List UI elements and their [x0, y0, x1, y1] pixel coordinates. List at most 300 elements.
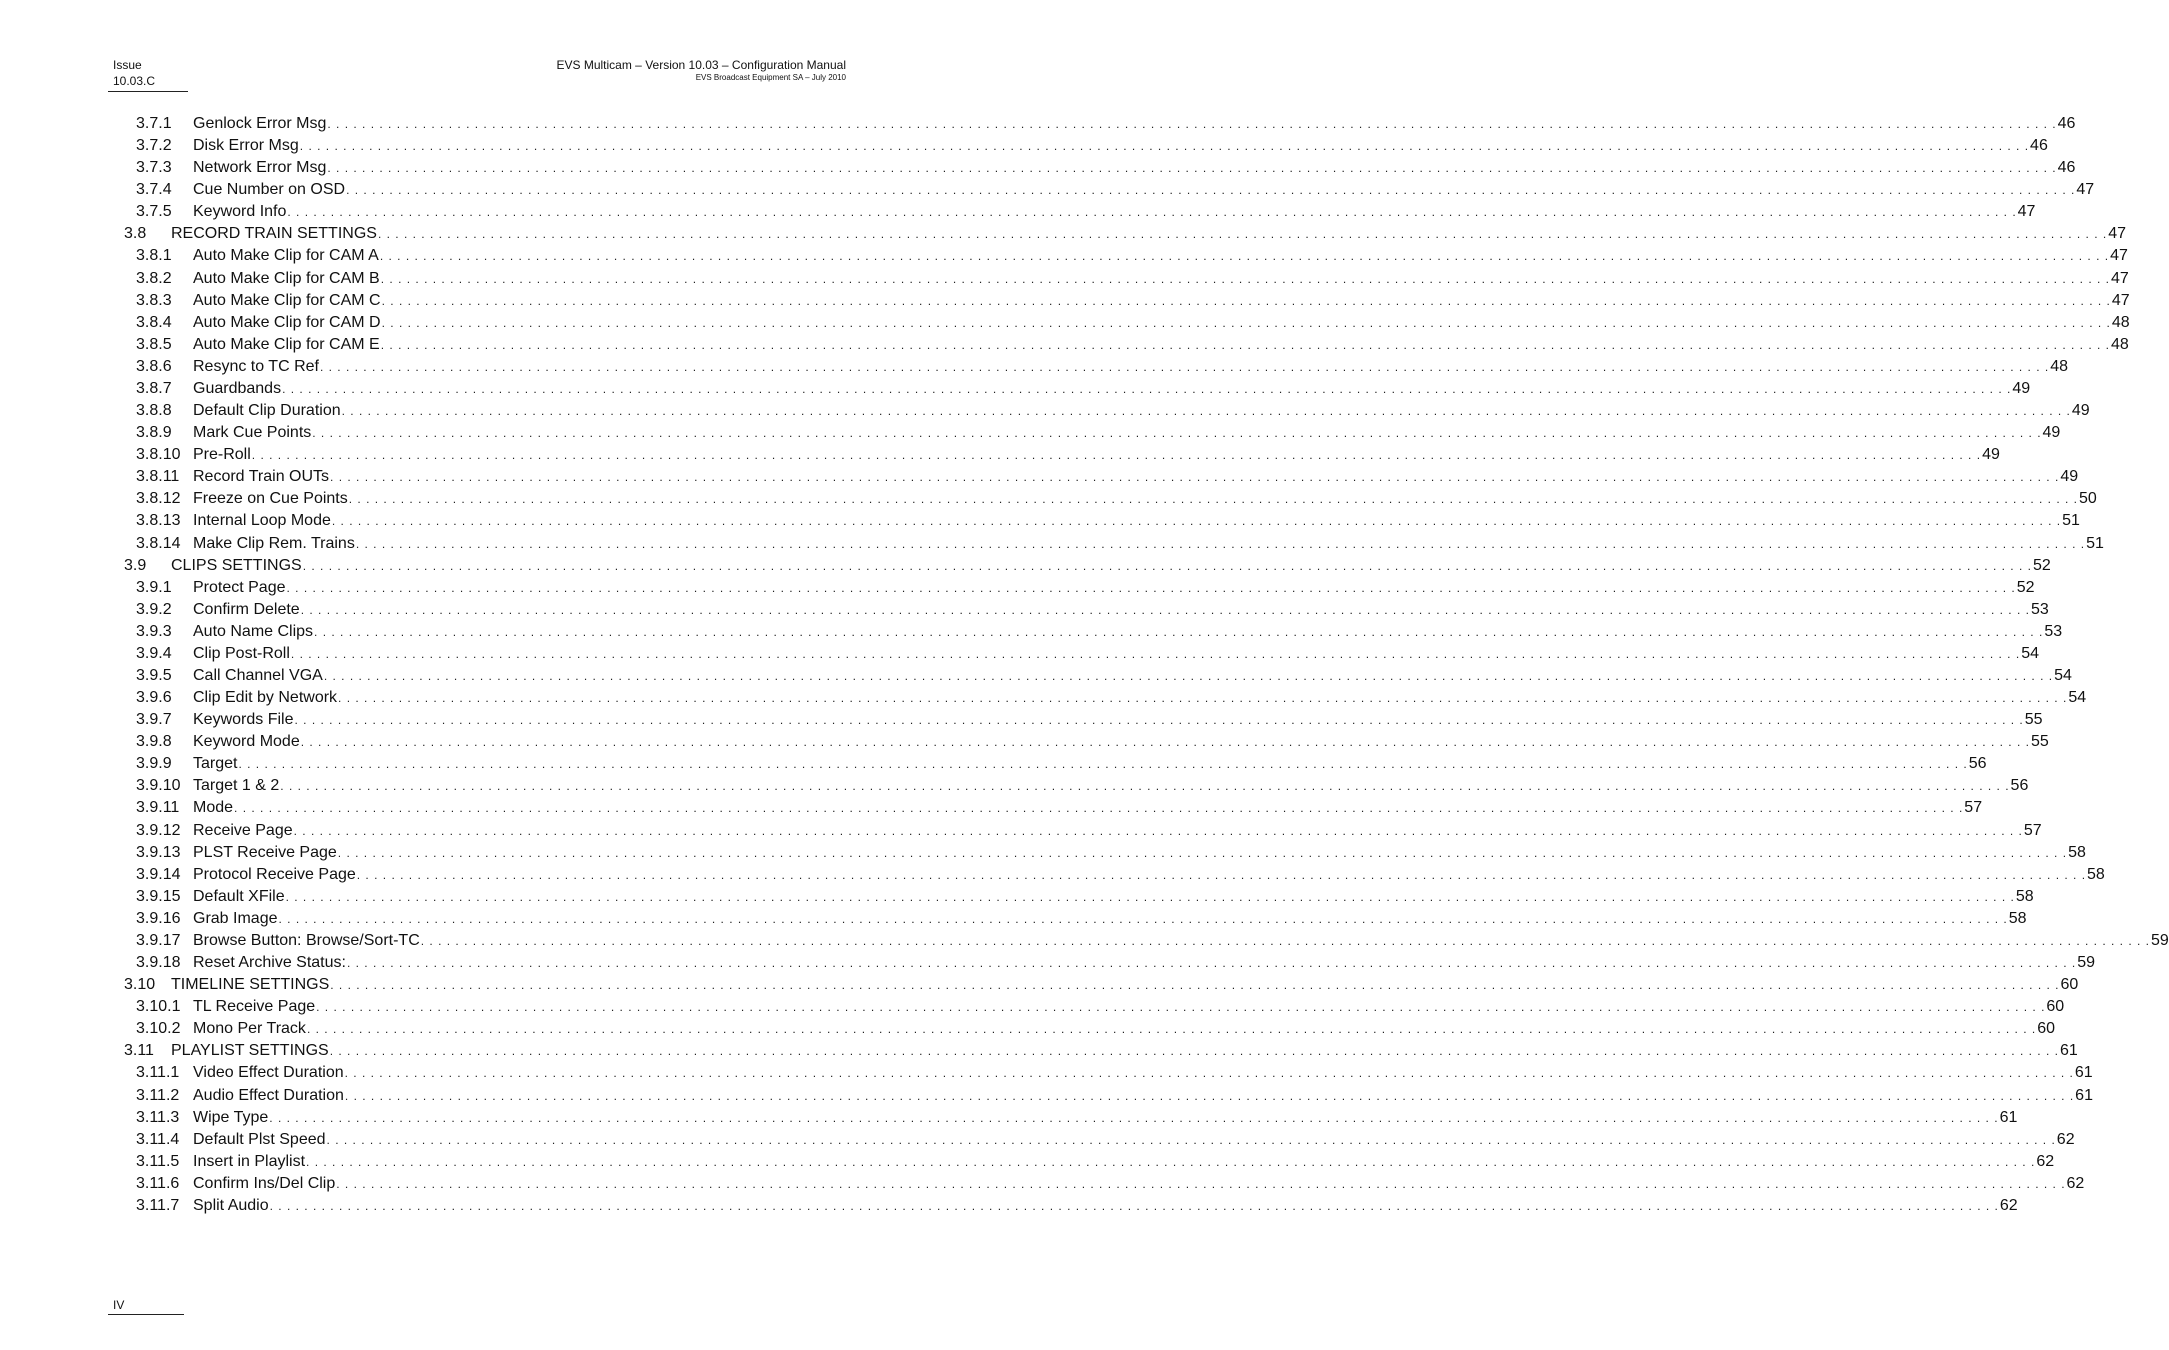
toc-entry[interactable] [0, 1107, 2018, 1129]
toc-number: 3.8.1 [136, 247, 172, 265]
dot-leader: . . . . . . . . . . . . . . . . . . . . . . . . . . . . . . . . . . . . . . . . . . . . . . . . . . . . . . . . . . . . . . . . . . . . . . . . . . . . . . . . . . . . . . . . . . . . . . . . . . . . . . . . . . . . . . . . . . . . . . . . . . . . . . . . . . . . . . . . . . . . . . . . . . . . . . . . . . . . . . . . . . . . . . . . . . . . . . . . . . . . . . . . . . . . . . . . . . . . . . . . [344, 1088, 2075, 1103]
toc-entry[interactable] [0, 466, 2079, 488]
toc-entry[interactable] [0, 797, 1983, 819]
toc-entry[interactable] [0, 1151, 2055, 1173]
toc-page: 58 [2068, 843, 2086, 861]
toc-title: Target 1 & 2 [193, 777, 280, 795]
toc-entry[interactable] [0, 908, 2027, 930]
toc-entry[interactable] [0, 1018, 2055, 1040]
dot-leader: . . . . . . . . . . . . . . . . . . . . . . . . . . . . . . . . . . . . . . . . . . . . . . . . . . . . . . . . . . . . . . . . . . . . . . . . . . . . . . . . . . . . . . . . . . . . . . . . . . . . . . . . . . . . . . . . . . . . . . . . . . . . . . . . . . . . . . . . . . . . . . . . . . . . . . . . . . . . . . . . . . . . . . . . . . . . . . . . . . . . . . . . . . . . . . . . . . . . . . . . [344, 1066, 2074, 1081]
toc-page: 58 [2008, 909, 2027, 927]
toc-line [193, 577, 2035, 599]
toc-entry[interactable] [0, 157, 2076, 179]
toc-title: Record Train OUTs [193, 468, 330, 486]
toc-title: Default Plst Speed [193, 1130, 326, 1148]
toc-section[interactable] [0, 555, 2051, 577]
toc-page: 47 [2017, 203, 2036, 221]
toc-line [193, 621, 2063, 643]
toc-number: 3.7.4 [136, 181, 172, 199]
toc-line [193, 135, 2048, 157]
toc-line [193, 113, 2076, 135]
toc-section[interactable] [0, 223, 2127, 245]
toc-entry[interactable] [0, 113, 2076, 135]
toc-title: Mark Cue Points [193, 424, 312, 442]
toc-entry[interactable] [0, 709, 2043, 731]
toc-number: 3.9.8 [136, 733, 172, 751]
dot-leader: . . . . . . . . . . . . . . . . . . . . . . . . . . . . . . . . . . . . . . . . . . . . . . . . . . . . . . . . . . . . . . . . . . . . . . . . . . . . . . . . . . . . . . . . . . . . . . . . . . . . . . . . . . . . . . . . . . . . . . . . . . . . . . . . . . . . . . . . . . . . . . . . . . . . . . . . . . . . . . . . . . . . . . . . . . . . . . . . . . . . . . . . . . . . . . . . . . . . . . . . [238, 757, 1968, 772]
toc-line [193, 245, 2128, 267]
toc-number: 3.11.4 [136, 1130, 180, 1148]
toc-title: Network Error Msg [193, 159, 327, 177]
toc-page: 49 [2060, 468, 2079, 486]
toc-title: Video Effect Duration [193, 1064, 344, 1082]
toc-entry[interactable] [0, 775, 2029, 797]
toc-title: Target [193, 755, 238, 773]
toc-entry[interactable] [0, 1195, 2018, 1217]
toc-title: Disk Error Msg [193, 137, 299, 155]
toc-number: 3.11.3 [136, 1108, 180, 1126]
toc-entry[interactable] [0, 422, 2061, 444]
toc-line [193, 290, 2130, 312]
toc-title: Receive Page [193, 821, 293, 839]
toc-title: Protect Page [193, 578, 286, 596]
dot-leader: . . . . . . . . . . . . . . . . . . . . . . . . . . . . . . . . . . . . . . . . . . . . . . . . . . . . . . . . . . . . . . . . . . . . . . . . . . . . . . . . . . . . . . . . . . . . . . . . . . . . . . . . . . . . . . . . . . . . . . . . . . . . . . . . . . . . . . . . . . . . . . . . . . . . . . . . . . . . . . . . . . . . . . . . . . . . . . . . . . . . . . . . . . . . . . . . . . . . . . . . [331, 514, 2062, 529]
toc-page: 47 [2108, 225, 2127, 243]
toc-entry[interactable] [0, 510, 2080, 532]
dot-leader: . . . . . . . . . . . . . . . . . . . . . . . . . . . . . . . . . . . . . . . . . . . . . . . . . . . . . . . . . . . . . . . . . . . . . . . . . . . . . . . . . . . . . . . . . . . . . . . . . . . . . . . . . . . . . . . . . . . . . . . . . . . . . . . . . . . . . . . . . . . . . . . . . . . . . . . . . . . . . . . . . . . . . . . . . . . . . . . . . . . . . . . . . . . . . . . . . . . . . . . . [330, 978, 2060, 993]
toc-number: 3.9.13 [136, 843, 181, 861]
toc-number: 3.9.17 [136, 931, 181, 949]
toc-entry[interactable] [0, 687, 2087, 709]
toc-number: 3.8.2 [136, 269, 172, 287]
toc-line [193, 1018, 2055, 1040]
toc-line [193, 930, 2169, 952]
toc-title: Keyword Mode [193, 733, 300, 751]
issue-label: Issue [113, 58, 142, 72]
toc-title: Mode [193, 799, 234, 817]
toc-entry[interactable] [0, 135, 2048, 157]
toc-line [193, 488, 2097, 510]
toc-title: Internal Loop Mode [193, 512, 331, 530]
dot-leader: . . . . . . . . . . . . . . . . . . . . . . . . . . . . . . . . . . . . . . . . . . . . . . . . . . . . . . . . . . . . . . . . . . . . . . . . . . . . . . . . . . . . . . . . . . . . . . . . . . . . . . . . . . . . . . . . . . . . . . . . . . . . . . . . . . . . . . . . . . . . . . . . . . . . . . . . . . . . . . . . . . . . . . . . . . . . . . . . . . . . . . . . . . . . . . . . . . . . . . . . [290, 646, 2021, 661]
toc-line [193, 643, 2039, 665]
dot-leader: . . . . . . . . . . . . . . . . . . . . . . . . . . . . . . . . . . . . . . . . . . . . . . . . . . . . . . . . . . . . . . . . . . . . . . . . . . . . . . . . . . . . . . . . . . . . . . . . . . . . . . . . . . . . . . . . . . . . . . . . . . . . . . . . . . . . . . . . . . . . . . . . . . . . . . . . . . . . . . . . . . . . . . . . . . . . . . . . . . . . . . . . . . . . . . . . . . . . . . . . [269, 1110, 1999, 1125]
toc-title: Clip Edit by Network [193, 689, 338, 707]
toc-page: 48 [2111, 335, 2129, 353]
dot-leader: . . . . . . . . . . . . . . . . . . . . . . . . . . . . . . . . . . . . . . . . . . . . . . . . . . . . . . . . . . . . . . . . . . . . . . . . . . . . . . . . . . . . . . . . . . . . . . . . . . . . . . . . . . . . . . . . . . . . . . . . . . . . . . . . . . . . . . . . . . . . . . . . . . . . . . . . . . . . . . . . . . . . . . . . . . . . . . . . . . . . . . . . . . . . . . . . . . . . . . . . [338, 691, 2068, 706]
dot-leader: . . . . . . . . . . . . . . . . . . . . . . . . . . . . . . . . . . . . . . . . . . . . . . . . . . . . . . . . . . . . . . . . . . . . . . . . . . . . . . . . . . . . . . . . . . . . . . . . . . . . . . . . . . . . . . . . . . . . . . . . . . . . . . . . . . . . . . . . . . . . . . . . . . . . . . . . . . . . . . . . . . . . . . . . . . . . . . . . . . . . . . . . . . . . . . . . . . . . . . . . [379, 249, 2110, 264]
toc-line [171, 974, 2079, 996]
toc-number: 3.9.6 [136, 689, 172, 707]
toc-line [193, 378, 2031, 400]
toc-entry[interactable] [0, 245, 2128, 267]
toc-page: 54 [2068, 689, 2087, 707]
dot-leader: . . . . . . . . . . . . . . . . . . . . . . . . . . . . . . . . . . . . . . . . . . . . . . . . . . . . . . . . . . . . . . . . . . . . . . . . . . . . . . . . . . . . . . . . . . . . . . . . . . . . . . . . . . . . . . . . . . . . . . . . . . . . . . . . . . . . . . . . . . . . . . . . . . . . . . . . . . . . . . . . . . . . . . . . . . . . . . . . . . . . . . . . . . . . . . . . . . . . . . . . [286, 580, 2016, 595]
toc-page: 49 [2042, 424, 2061, 442]
toc-number: 3.11 [124, 1042, 154, 1060]
dot-leader: . . . . . . . . . . . . . . . . . . . . . . . . . . . . . . . . . . . . . . . . . . . . . . . . . . . . . . . . . . . . . . . . . . . . . . . . . . . . . . . . . . . . . . . . . . . . . . . . . . . . . . . . . . . . . . . . . . . . . . . . . . . . . . . . . . . . . . . . . . . . . . . . . . . . . . . . . . . . . . . . . . . . . . . . . . . . . . . . . . . . . . . . . . . . . . . . . . . . . . . . [380, 271, 2110, 286]
toc-number: 3.8 [124, 225, 147, 243]
toc-title: CLIPS SETTINGS [171, 556, 302, 574]
toc-number: 3.9.9 [136, 755, 172, 773]
toc-title: RECORD TRAIN SETTINGS [171, 225, 377, 243]
dot-leader: . . . . . . . . . . . . . . . . . . . . . . . . . . . . . . . . . . . . . . . . . . . . . . . . . . . . . . . . . . . . . . . . . . . . . . . . . . . . . . . . . . . . . . . . . . . . . . . . . . . . . . . . . . . . . . . . . . . . . . . . . . . . . . . . . . . . . . . . . . . . . . . . . . . . . . . . . . . . . . . . . . . . . . . . . . . . . . . . . . . . . . . . . . . . . . . . . . . . . . . . [341, 404, 2071, 419]
toc-number: 3.8.4 [136, 313, 172, 331]
toc-number: 3.8.10 [136, 446, 181, 464]
toc-number: 3.9 [124, 556, 147, 574]
dot-leader: . . . . . . . . . . . . . . . . . . . . . . . . . . . . . . . . . . . . . . . . . . . . . . . . . . . . . . . . . . . . . . . . . . . . . . . . . . . . . . . . . . . . . . . . . . . . . . . . . . . . . . . . . . . . . . . . . . . . . . . . . . . . . . . . . . . . . . . . . . . . . . . . . . . . . . . . . . . . . . . . . . . . . . . . . . . . . . . . . . . . . . . . . . . . . . . . . . . . . . . . [234, 801, 1964, 816]
toc-line [193, 444, 2000, 466]
dot-leader: . . . . . . . . . . . . . . . . . . . . . . . . . . . . . . . . . . . . . . . . . . . . . . . . . . . . . . . . . . . . . . . . . . . . . . . . . . . . . . . . . . . . . . . . . . . . . . . . . . . . . . . . . . . . . . . . . . . . . . . . . . . . . . . . . . . . . . . . . . . . . . . . . . . . . . . . . . . . . . . . . . . . . . . . . . . . . . . . . . . . . . . . . . . . . . . . . . . . . . . . [355, 536, 2086, 551]
toc-page: 57 [1964, 799, 1983, 817]
toc-entry[interactable] [0, 400, 2090, 422]
toc-entry[interactable] [0, 599, 2049, 621]
toc-number: 3.8.6 [136, 357, 172, 375]
toc-title: Genlock Error Msg [193, 115, 327, 132]
toc-title: Grab Image [193, 909, 278, 927]
toc-page: 48 [2111, 313, 2130, 331]
toc-entry[interactable] [0, 378, 2031, 400]
toc-page: 49 [2012, 379, 2031, 397]
toc-entry[interactable] [0, 312, 2130, 334]
toc-line [193, 466, 2079, 488]
header-divider [108, 91, 188, 92]
doc-subtitle: EVS Broadcast Equipment SA – July 2010 [695, 73, 846, 82]
toc-entry[interactable] [0, 886, 2034, 908]
toc-page: 58 [2015, 887, 2034, 905]
toc-number: 3.9.4 [136, 644, 172, 662]
toc-title: Make Clip Rem. Trains [193, 534, 355, 552]
dot-leader: . . . . . . . . . . . . . . . . . . . . . . . . . . . . . . . . . . . . . . . . . . . . . . . . . . . . . . . . . . . . . . . . . . . . . . . . . . . . . . . . . . . . . . . . . . . . . . . . . . . . . . . . . . . . . . . . . . . . . . . . . . . . . . . . . . . . . . . . . . . . . . . . . . . . . . . . . . . . . . . . . . . . . . . . . . . . . . . . . . . . . . . . . . . . . . . . . . . . . . . . [251, 448, 1982, 463]
toc-line [193, 422, 2061, 444]
toc-page: 60 [2046, 998, 2065, 1016]
toc-line [193, 510, 2080, 532]
toc-page: 52 [2032, 556, 2051, 574]
toc-number: 3.9.1 [136, 578, 172, 596]
toc-page: 62 [1999, 1196, 2018, 1214]
dot-leader: . . . . . . . . . . . . . . . . . . . . . . . . . . . . . . . . . . . . . . . . . . . . . . . . . . . . . . . . . . . . . . . . . . . . . . . . . . . . . . . . . . . . . . . . . . . . . . . . . . . . . . . . . . . . . . . . . . . . . . . . . . . . . . . . . . . . . . . . . . . . . . . . . . . . . . . . . . . . . . . . . . . . . . . . . . . . . . . . . . . . . . . . . . . . . . . . . . . . . . . . [300, 735, 2030, 750]
toc-title: Resync to TC Ref [193, 357, 319, 375]
toc-entry[interactable] [0, 356, 2069, 378]
toc-title: Mono Per Track [193, 1020, 306, 1038]
toc-number: 3.10.2 [136, 1020, 181, 1038]
dot-leader: . . . . . . . . . . . . . . . . . . . . . . . . . . . . . . . . . . . . . . . . . . . . . . . . . . . . . . . . . . . . . . . . . . . . . . . . . . . . . . . . . . . . . . . . . . . . . . . . . . . . . . . . . . . . . . . . . . . . . . . . . . . . . . . . . . . . . . . . . . . . . . . . . . . . . . . . . . . . . . . . . . . . . . . . . . . . . . . . . . . . . . . . . . . . . . . . . . . . . . . . [316, 1000, 2046, 1015]
toc-entry[interactable] [0, 930, 2169, 952]
toc-page: 49 [1982, 446, 2000, 464]
toc-line [193, 864, 2105, 886]
dot-leader: . . . . . . . . . . . . . . . . . . . . . . . . . . . . . . . . . . . . . . . . . . . . . . . . . . . . . . . . . . . . . . . . . . . . . . . . . . . . . . . . . . . . . . . . . . . . . . . . . . . . . . . . . . . . . . . . . . . . . . . . . . . . . . . . . . . . . . . . . . . . . . . . . . . . . . . . . . . . . . . . . . . . . . . . . . . . . . . . . . . . . . . . . . . . . . . . . . . . . . . . [306, 1022, 2037, 1037]
toc-page: 59 [2077, 954, 2096, 972]
toc-number: 3.9.10 [136, 777, 181, 795]
toc-entry[interactable] [0, 643, 2039, 665]
dot-leader: . . . . . . . . . . . . . . . . . . . . . . . . . . . . . . . . . . . . . . . . . . . . . . . . . . . . . . . . . . . . . . . . . . . . . . . . . . . . . . . . . . . . . . . . . . . . . . . . . . . . . . . . . . . . . . . . . . . . . . . . . . . . . . . . . . . . . . . . . . . . . . . . . . . . . . . . . . . . . . . . . . . . . . . . . . . . . . . . . . . . . . . . . . . . . . . . . . . . . . . . [337, 845, 2068, 860]
dot-leader: . . . . . . . . . . . . . . . . . . . . . . . . . . . . . . . . . . . . . . . . . . . . . . . . . . . . . . . . . . . . . . . . . . . . . . . . . . . . . . . . . . . . . . . . . . . . . . . . . . . . . . . . . . . . . . . . . . . . . . . . . . . . . . . . . . . . . . . . . . . . . . . . . . . . . . . . . . . . . . . . . . . . . . . . . . . . . . . . . . . . . . . . . . . . . . . . . . . . . . . . [377, 227, 2108, 242]
toc-number: 3.7.3 [136, 159, 172, 177]
toc-line [171, 223, 2127, 245]
dot-leader: . . . . . . . . . . . . . . . . . . . . . . . . . . . . . . . . . . . . . . . . . . . . . . . . . . . . . . . . . . . . . . . . . . . . . . . . . . . . . . . . . . . . . . . . . . . . . . . . . . . . . . . . . . . . . . . . . . . . . . . . . . . . . . . . . . . . . . . . . . . . . . . . . . . . . . . . . . . . . . . . . . . . . . . . . . . . . . . . . . . . . . . . . . . . . . . . . . . . . . . . [269, 1198, 1999, 1213]
toc-title: PLST Receive Page [193, 843, 337, 861]
page-number: IV [113, 1298, 125, 1312]
toc-page: 56 [2010, 777, 2029, 795]
toc-line [193, 599, 2049, 621]
dot-leader: . . . . . . . . . . . . . . . . . . . . . . . . . . . . . . . . . . . . . . . . . . . . . . . . . . . . . . . . . . . . . . . . . . . . . . . . . . . . . . . . . . . . . . . . . . . . . . . . . . . . . . . . . . . . . . . . . . . . . . . . . . . . . . . . . . . . . . . . . . . . . . . . . . . . . . . . . . . . . . . . . . . . . . . . . . . . . . . . . . . . . . . . . . . . . . . . . . . . . . . . [293, 823, 2023, 838]
dot-leader: . . . . . . . . . . . . . . . . . . . . . . . . . . . . . . . . . . . . . . . . . . . . . . . . . . . . . . . . . . . . . . . . . . . . . . . . . . . . . . . . . . . . . . . . . . . . . . . . . . . . . . . . . . . . . . . . . . . . . . . . . . . . . . . . . . . . . . . . . . . . . . . . . . . . . . . . . . . . . . . . . . . . . . . . . . . . . . . . . . . . . . . . . . . . . . . . . . . . . . . . [287, 205, 2017, 220]
dot-leader: . . . . . . . . . . . . . . . . . . . . . . . . . . . . . . . . . . . . . . . . . . . . . . . . . . . . . . . . . . . . . . . . . . . . . . . . . . . . . . . . . . . . . . . . . . . . . . . . . . . . . . . . . . . . . . . . . . . . . . . . . . . . . . . . . . . . . . . . . . . . . . . . . . . . . . . . . . . . . . . . . . . . . . . . . . . . . . . . . . . . . . . . . . . . . . . . . . . . . . . . [346, 956, 2077, 971]
toc-page: 61 [2059, 1042, 2078, 1060]
toc-entry[interactable] [0, 268, 2129, 290]
toc-line [193, 687, 2087, 709]
toc-line [171, 555, 2051, 577]
toc-line [193, 842, 2086, 864]
toc-title: Call Channel VGA [193, 667, 323, 684]
toc-page: 62 [2056, 1130, 2075, 1148]
toc-page: 60 [2060, 976, 2079, 994]
toc-title: Confirm Ins/Del Clip [193, 1174, 336, 1192]
toc-title: TIMELINE SETTINGS [171, 976, 330, 994]
toc-number: 3.9.15 [136, 887, 181, 905]
footer [113, 1297, 124, 1313]
dot-leader: . . . . . . . . . . . . . . . . . . . . . . . . . . . . . . . . . . . . . . . . . . . . . . . . . . . . . . . . . . . . . . . . . . . . . . . . . . . . . . . . . . . . . . . . . . . . . . . . . . . . . . . . . . . . . . . . . . . . . . . . . . . . . . . . . . . . . . . . . . . . . . . . . . . . . . . . . . . . . . . . . . . . . . . . . . . . . . . . . . . . . . . . . . . . . . . . . . . . . . . . [312, 426, 2042, 441]
dot-leader: . . . . . . . . . . . . . . . . . . . . . . . . . . . . . . . . . . . . . . . . . . . . . . . . . . . . . . . . . . . . . . . . . . . . . . . . . . . . . . . . . . . . . . . . . . . . . . . . . . . . . . . . . . . . . . . . . . . . . . . . . . . . . . . . . . . . . . . . . . . . . . . . . . . . . . . . . . . . . . . . . . . . . . . . . . . . . . . . . . . . . . . . . . . . . . . . . . . . . . . . [285, 889, 2015, 904]
toc-entry[interactable] [0, 996, 2065, 1018]
toc-title: Wipe Type [193, 1108, 269, 1126]
toc-line [193, 312, 2130, 334]
dot-leader: . . . . . . . . . . . . . . . . . . . . . . . . . . . . . . . . . . . . . . . . . . . . . . . . . . . . . . . . . . . . . . . . . . . . . . . . . . . . . . . . . . . . . . . . . . . . . . . . . . . . . . . . . . . . . . . . . . . . . . . . . . . . . . . . . . . . . . . . . . . . . . . . . . . . . . . . . . . . . . . . . . . . . . . . . . . . . . . . . . . . . . . . . . . . . . . . . . . . . . . . [282, 381, 2012, 396]
toc-entry[interactable] [0, 842, 2086, 864]
dot-leader: . . . . . . . . . . . . . . . . . . . . . . . . . . . . . . . . . . . . . . . . . . . . . . . . . . . . . . . . . . . . . . . . . . . . . . . . . . . . . . . . . . . . . . . . . . . . . . . . . . . . . . . . . . . . . . . . . . . . . . . . . . . . . . . . . . . . . . . . . . . . . . . . . . . . . . . . . . . . . . . . . . . . . . . . . . . . . . . . . . . . . . . . . . . . . . . . . . . . . . . . [330, 470, 2060, 485]
toc-page: 62 [2036, 1152, 2055, 1170]
toc-entry[interactable] [0, 731, 2049, 753]
dot-leader: . . . . . . . . . . . . . . . . . . . . . . . . . . . . . . . . . . . . . . . . . . . . . . . . . . . . . . . . . . . . . . . . . . . . . . . . . . . . . . . . . . . . . . . . . . . . . . . . . . . . . . . . . . . . . . . . . . . . . . . . . . . . . . . . . . . . . . . . . . . . . . . . . . . . . . . . . . . . . . . . . . . . . . . . . . . . . . . . . . . . . . . . . . . . . . . . . . . . . . . . [302, 558, 2032, 573]
toc-number: 3.8.13 [136, 512, 181, 530]
toc-title: Freeze on Cue Points [193, 490, 348, 508]
toc-title: Browse Button: Browse/Sort-TC [193, 931, 420, 949]
toc-number: 3.7.1 [136, 115, 172, 132]
toc-page: 47 [2110, 247, 2128, 265]
toc-title: Auto Make Clip for CAM D [193, 313, 381, 331]
dot-leader: . . . . . . . . . . . . . . . . . . . . . . . . . . . . . . . . . . . . . . . . . . . . . . . . . . . . . . . . . . . . . . . . . . . . . . . . . . . . . . . . . . . . . . . . . . . . . . . . . . . . . . . . . . . . . . . . . . . . . . . . . . . . . . . . . . . . . . . . . . . . . . . . . . . . . . . . . . . . . . . . . . . . . . . . . . . . . . . . . . . . . . . . . . . . . . . . . . . . . . . . [327, 161, 2057, 176]
toc-title: Auto Make Clip for CAM C [193, 291, 381, 309]
toc-line [193, 356, 2069, 378]
dot-leader: . . . . . . . . . . . . . . . . . . . . . . . . . . . . . . . . . . . . . . . . . . . . . . . . . . . . . . . . . . . . . . . . . . . . . . . . . . . . . . . . . . . . . . . . . . . . . . . . . . . . . . . . . . . . . . . . . . . . . . . . . . . . . . . . . . . . . . . . . . . . . . . . . . . . . . . . . . . . . . . . . . . . . . . . . . . . . . . . . . . . . . . . . . . . . . . . . . . . . . . . [280, 779, 2010, 794]
toc-title: Auto Make Clip for CAM E [193, 335, 380, 353]
toc-number: 3.10.1 [136, 998, 181, 1016]
toc-line [193, 908, 2027, 930]
toc-number: 3.7.2 [136, 137, 172, 155]
toc-line [193, 533, 2104, 555]
toc-line [193, 1062, 2093, 1084]
doc-title: EVS Multicam – Version 10.03 – Configuration Manual [556, 58, 846, 72]
toc-number: 3.9.7 [136, 711, 172, 729]
toc-entry[interactable] [0, 952, 2096, 974]
dot-leader: . . . . . . . . . . . . . . . . . . . . . . . . . . . . . . . . . . . . . . . . . . . . . . . . . . . . . . . . . . . . . . . . . . . . . . . . . . . . . . . . . . . . . . . . . . . . . . . . . . . . . . . . . . . . . . . . . . . . . . . . . . . . . . . . . . . . . . . . . . . . . . . . . . . . . . . . . . . . . . . . . . . . . . . . . . . . . . . . . . . . . . . . . . . . . . . . . . . . . . . . [278, 911, 2008, 926]
toc-title: Default Clip Duration [193, 402, 341, 420]
toc-page: 58 [2087, 865, 2105, 883]
toc-page: 61 [2075, 1086, 2093, 1104]
toc-number: 3.9.16 [136, 909, 181, 927]
dot-leader: . . . . . . . . . . . . . . . . . . . . . . . . . . . . . . . . . . . . . . . . . . . . . . . . . . . . . . . . . . . . . . . . . . . . . . . . . . . . . . . . . . . . . . . . . . . . . . . . . . . . . . . . . . . . . . . . . . . . . . . . . . . . . . . . . . . . . . . . . . . . . . . . . . . . . . . . . . . . . . . . . . . . . . . . . . . . . . . . . . . . . . . . . . . . . . . . . . . . . . . . [323, 669, 2054, 683]
toc-entry[interactable] [0, 753, 1987, 775]
toc-section[interactable] [0, 974, 2079, 996]
toc-page: 52 [2016, 578, 2035, 596]
toc-line [193, 1195, 2018, 1217]
toc-page: 55 [2024, 711, 2043, 729]
toc-title: Auto Make Clip for CAM A [193, 247, 379, 265]
toc-number: 3.11.7 [136, 1196, 180, 1214]
toc-number: 3.8.5 [136, 335, 172, 353]
toc-page: 47 [2111, 291, 2130, 309]
toc-page: 54 [2021, 644, 2039, 662]
toc-page: 60 [2037, 1020, 2055, 1038]
dot-leader: . . . . . . . . . . . . . . . . . . . . . . . . . . . . . . . . . . . . . . . . . . . . . . . . . . . . . . . . . . . . . . . . . . . . . . . . . . . . . . . . . . . . . . . . . . . . . . . . . . . . . . . . . . . . . . . . . . . . . . . . . . . . . . . . . . . . . . . . . . . . . . . . . . . . . . . . . . . . . . . . . . . . . . . . . . . . . . . . . . . . . . . . . . . . . . . . . . . . . . . . [381, 293, 2111, 308]
dot-leader: . . . . . . . . . . . . . . . . . . . . . . . . . . . . . . . . . . . . . . . . . . . . . . . . . . . . . . . . . . . . . . . . . . . . . . . . . . . . . . . . . . . . . . . . . . . . . . . . . . . . . . . . . . . . . . . . . . . . . . . . . . . . . . . . . . . . . . . . . . . . . . . . . . . . . . . . . . . . . . . . . . . . . . . . . . . . . . . . . . . . . . . . . . . . . . . . . . . . . . . . [381, 315, 2111, 330]
toc-entry[interactable] [0, 1129, 2075, 1151]
toc-entry[interactable] [0, 577, 2035, 599]
issue-number: 10.03.C [113, 74, 156, 88]
toc-line [193, 1085, 2093, 1107]
toc-page: 46 [2030, 137, 2048, 155]
toc-line [193, 709, 2043, 731]
toc-title: Keyword Info [193, 203, 287, 221]
toc-entry[interactable] [0, 1062, 2093, 1084]
toc-line [193, 996, 2065, 1018]
toc-number: 3.11.5 [136, 1152, 180, 1170]
toc-number: 3.9.3 [136, 622, 172, 640]
toc-line [193, 731, 2049, 753]
dot-leader: . . . . . . . . . . . . . . . . . . . . . . . . . . . . . . . . . . . . . . . . . . . . . . . . . . . . . . . . . . . . . . . . . . . . . . . . . . . . . . . . . . . . . . . . . . . . . . . . . . . . . . . . . . . . . . . . . . . . . . . . . . . . . . . . . . . . . . . . . . . . . . . . . . . . . . . . . . . . . . . . . . . . . . . . . . . . . . . . . . . . . . . . . . . . . . . . . . . . . . . . [294, 713, 2024, 728]
dot-leader: . . . . . . . . . . . . . . . . . . . . . . . . . . . . . . . . . . . . . . . . . . . . . . . . . . . . . . . . . . . . . . . . . . . . . . . . . . . . . . . . . . . . . . . . . . . . . . . . . . . . . . . . . . . . . . . . . . . . . . . . . . . . . . . . . . . . . . . . . . . . . . . . . . . . . . . . . . . . . . . . . . . . . . . . . . . . . . . . . . . . . . . . . . . . . . . . . . . . . . . . [329, 1044, 2059, 1059]
toc-line [193, 1173, 2085, 1195]
toc-line [193, 1129, 2075, 1151]
toc-line [193, 157, 2076, 179]
toc-number: 3.9.14 [136, 865, 181, 883]
toc-line [193, 753, 1987, 775]
toc-section[interactable] [0, 1040, 2078, 1062]
toc-line [193, 886, 2034, 908]
toc-line [171, 1040, 2078, 1062]
toc-entry[interactable] [0, 621, 2063, 643]
toc-page: 47 [2076, 181, 2095, 199]
toc-page: 62 [2066, 1174, 2085, 1192]
toc-page: 47 [2111, 269, 2129, 287]
toc-page: 57 [2023, 821, 2042, 839]
toc-title: PLAYLIST SETTINGS [171, 1042, 329, 1060]
toc-number: 3.8.3 [136, 291, 172, 309]
dot-leader: . . . . . . . . . . . . . . . . . . . . . . . . . . . . . . . . . . . . . . . . . . . . . . . . . . . . . . . . . . . . . . . . . . . . . . . . . . . . . . . . . . . . . . . . . . . . . . . . . . . . . . . . . . . . . . . . . . . . . . . . . . . . . . . . . . . . . . . . . . . . . . . . . . . . . . . . . . . . . . . . . . . . . . . . . . . . . . . . . . . . . . . . . . . . . . . . . . . . . . . . [299, 139, 2030, 154]
dot-leader: . . . . . . . . . . . . . . . . . . . . . . . . . . . . . . . . . . . . . . . . . . . . . . . . . . . . . . . . . . . . . . . . . . . . . . . . . . . . . . . . . . . . . . . . . . . . . . . . . . . . . . . . . . . . . . . . . . . . . . . . . . . . . . . . . . . . . . . . . . . . . . . . . . . . . . . . . . . . . . . . . . . . . . . . . . . . . . . . . . . . . . . . . . . . . . . . . . . . . . . . [420, 933, 2151, 948]
toc-entry[interactable] [0, 334, 2129, 356]
toc-entry[interactable] [0, 533, 2104, 555]
toc-title: Cue Number on OSD [193, 181, 346, 199]
toc-line [193, 1151, 2055, 1173]
toc-number: 3.9.18 [136, 954, 181, 972]
toc-page: 50 [2079, 490, 2097, 508]
toc-title: Pre-Roll [193, 446, 251, 464]
toc-number: 3.11.1 [136, 1064, 180, 1082]
header-issue [113, 57, 155, 89]
dot-leader: . . . . . . . . . . . . . . . . . . . . . . . . . . . . . . . . . . . . . . . . . . . . . . . . . . . . . . . . . . . . . . . . . . . . . . . . . . . . . . . . . . . . . . . . . . . . . . . . . . . . . . . . . . . . . . . . . . . . . . . . . . . . . . . . . . . . . . . . . . . . . . . . . . . . . . . . . . . . . . . . . . . . . . . . . . . . . . . . . . . . . . . . . . . . . . . . . . . . . . . . [306, 1154, 2036, 1169]
toc-number: 3.8.8 [136, 402, 172, 420]
toc-line [193, 334, 2129, 356]
toc-line [193, 775, 2029, 797]
toc-entry[interactable] [0, 444, 2000, 466]
toc-page: 49 [2071, 402, 2090, 420]
toc-line [193, 820, 2042, 842]
dot-leader: . . . . . . . . . . . . . . . . . . . . . . . . . . . . . . . . . . . . . . . . . . . . . . . . . . . . . . . . . . . . . . . . . . . . . . . . . . . . . . . . . . . . . . . . . . . . . . . . . . . . . . . . . . . . . . . . . . . . . . . . . . . . . . . . . . . . . . . . . . . . . . . . . . . . . . . . . . . . . . . . . . . . . . . . . . . . . . . . . . . . . . . . . . . . . . . . . . . . . . . . [326, 1132, 2056, 1147]
toc-page: 51 [2062, 512, 2080, 530]
toc-page: 51 [2086, 534, 2104, 552]
toc-number: 3.8.9 [136, 424, 172, 442]
footer-divider [108, 1314, 184, 1315]
dot-leader: . . . . . . . . . . . . . . . . . . . . . . . . . . . . . . . . . . . . . . . . . . . . . . . . . . . . . . . . . . . . . . . . . . . . . . . . . . . . . . . . . . . . . . . . . . . . . . . . . . . . . . . . . . . . . . . . . . . . . . . . . . . . . . . . . . . . . . . . . . . . . . . . . . . . . . . . . . . . . . . . . . . . . . . . . . . . . . . . . . . . . . . . . . . . . . . . . . . . . . . . [380, 337, 2110, 352]
toc-entry[interactable] [0, 864, 2105, 886]
toc-title: Confirm Delete [193, 600, 300, 618]
toc-entry[interactable] [0, 1173, 2085, 1195]
dot-leader: . . . . . . . . . . . . . . . . . . . . . . . . . . . . . . . . . . . . . . . . . . . . . . . . . . . . . . . . . . . . . . . . . . . . . . . . . . . . . . . . . . . . . . . . . . . . . . . . . . . . . . . . . . . . . . . . . . . . . . . . . . . . . . . . . . . . . . . . . . . . . . . . . . . . . . . . . . . . . . . . . . . . . . . . . . . . . . . . . . . . . . . . . . . . . . . . . . . . . . . . [300, 602, 2030, 617]
toc-number: 3.7.5 [136, 203, 172, 221]
toc-title: TL Receive Page [193, 998, 316, 1016]
dot-leader: . . . . . . . . . . . . . . . . . . . . . . . . . . . . . . . . . . . . . . . . . . . . . . . . . . . . . . . . . . . . . . . . . . . . . . . . . . . . . . . . . . . . . . . . . . . . . . . . . . . . . . . . . . . . . . . . . . . . . . . . . . . . . . . . . . . . . . . . . . . . . . . . . . . . . . . . . . . . . . . . . . . . . . . . . . . . . . . . . . . . . . . . . . . . . . . . . . . . . . . . [314, 624, 2044, 639]
toc-title: Reset Archive Status: [193, 954, 346, 972]
toc-number: 3.8.11 [136, 468, 180, 486]
toc-page: 53 [2030, 600, 2049, 618]
toc-entry[interactable] [0, 179, 2095, 201]
toc-line [193, 952, 2096, 974]
toc-entry[interactable] [0, 820, 2042, 842]
dot-leader: . . . . . . . . . . . . . . . . . . . . . . . . . . . . . . . . . . . . . . . . . . . . . . . . . . . . . . . . . . . . . . . . . . . . . . . . . . . . . . . . . . . . . . . . . . . . . . . . . . . . . . . . . . . . . . . . . . . . . . . . . . . . . . . . . . . . . . . . . . . . . . . . . . . . . . . . . . . . . . . . . . . . . . . . . . . . . . . . . . . . . . . . . . . . . . . . . . . . . . . . [346, 183, 2076, 198]
toc-number: 3.8.12 [136, 490, 181, 508]
toc-line [193, 268, 2129, 290]
toc-title: Protocol Receive Page [193, 865, 356, 883]
toc-number: 3.9.2 [136, 600, 172, 618]
toc-line [193, 665, 2072, 687]
toc-page: 46 [2057, 115, 2076, 132]
toc-page: 46 [2057, 159, 2076, 177]
toc-page: 55 [2030, 733, 2049, 751]
toc-line [193, 400, 2090, 422]
toc-line [193, 179, 2095, 201]
dot-leader: . . . . . . . . . . . . . . . . . . . . . . . . . . . . . . . . . . . . . . . . . . . . . . . . . . . . . . . . . . . . . . . . . . . . . . . . . . . . . . . . . . . . . . . . . . . . . . . . . . . . . . . . . . . . . . . . . . . . . . . . . . . . . . . . . . . . . . . . . . . . . . . . . . . . . . . . . . . . . . . . . . . . . . . . . . . . . . . . . . . . . . . . . . . . . . . . . . . . . . . . [356, 867, 2087, 882]
toc-number: 3.11.6 [136, 1174, 180, 1192]
toc-entry[interactable] [0, 1085, 2093, 1107]
toc-page: 54 [2054, 667, 2072, 684]
toc-title: Auto Make Clip for CAM B [193, 269, 380, 287]
toc-entry[interactable] [0, 488, 2097, 510]
toc-page: 61 [1999, 1108, 2018, 1126]
toc-page: 48 [2050, 357, 2069, 375]
dot-leader: . . . . . . . . . . . . . . . . . . . . . . . . . . . . . . . . . . . . . . . . . . . . . . . . . . . . . . . . . . . . . . . . . . . . . . . . . . . . . . . . . . . . . . . . . . . . . . . . . . . . . . . . . . . . . . . . . . . . . . . . . . . . . . . . . . . . . . . . . . . . . . . . . . . . . . . . . . . . . . . . . . . . . . . . . . . . . . . . . . . . . . . . . . . . . . . . . . . . . . . . [327, 117, 2057, 131]
dot-leader: . . . . . . . . . . . . . . . . . . . . . . . . . . . . . . . . . . . . . . . . . . . . . . . . . . . . . . . . . . . . . . . . . . . . . . . . . . . . . . . . . . . . . . . . . . . . . . . . . . . . . . . . . . . . . . . . . . . . . . . . . . . . . . . . . . . . . . . . . . . . . . . . . . . . . . . . . . . . . . . . . . . . . . . . . . . . . . . . . . . . . . . . . . . . . . . . . . . . . . . . [336, 1176, 2066, 1191]
toc-title: Insert in Playlist [193, 1152, 306, 1170]
toc-page: 59 [2151, 931, 2169, 949]
toc-entry[interactable] [0, 290, 2130, 312]
toc-number: 3.9.5 [136, 667, 172, 684]
toc-title: Split Audio [193, 1196, 269, 1214]
dot-leader: . . . . . . . . . . . . . . . . . . . . . . . . . . . . . . . . . . . . . . . . . . . . . . . . . . . . . . . . . . . . . . . . . . . . . . . . . . . . . . . . . . . . . . . . . . . . . . . . . . . . . . . . . . . . . . . . . . . . . . . . . . . . . . . . . . . . . . . . . . . . . . . . . . . . . . . . . . . . . . . . . . . . . . . . . . . . . . . . . . . . . . . . . . . . . . . . . . . . . . . . [348, 492, 2079, 507]
toc-line [193, 797, 1983, 819]
toc-title: Guardbands [193, 379, 282, 397]
toc-entry[interactable] [0, 665, 2072, 687]
toc-entry[interactable] [0, 201, 2036, 223]
toc-title: Audio Effect Duration [193, 1086, 344, 1104]
toc-number: 3.8.7 [136, 379, 172, 397]
header-doc-info [557, 57, 847, 83]
toc-line [193, 1107, 2018, 1129]
toc-page: 56 [1968, 755, 1987, 773]
toc-title: Default XFile [193, 887, 285, 905]
toc-page: 53 [2044, 622, 2063, 640]
toc-number: 3.8.14 [136, 534, 181, 552]
